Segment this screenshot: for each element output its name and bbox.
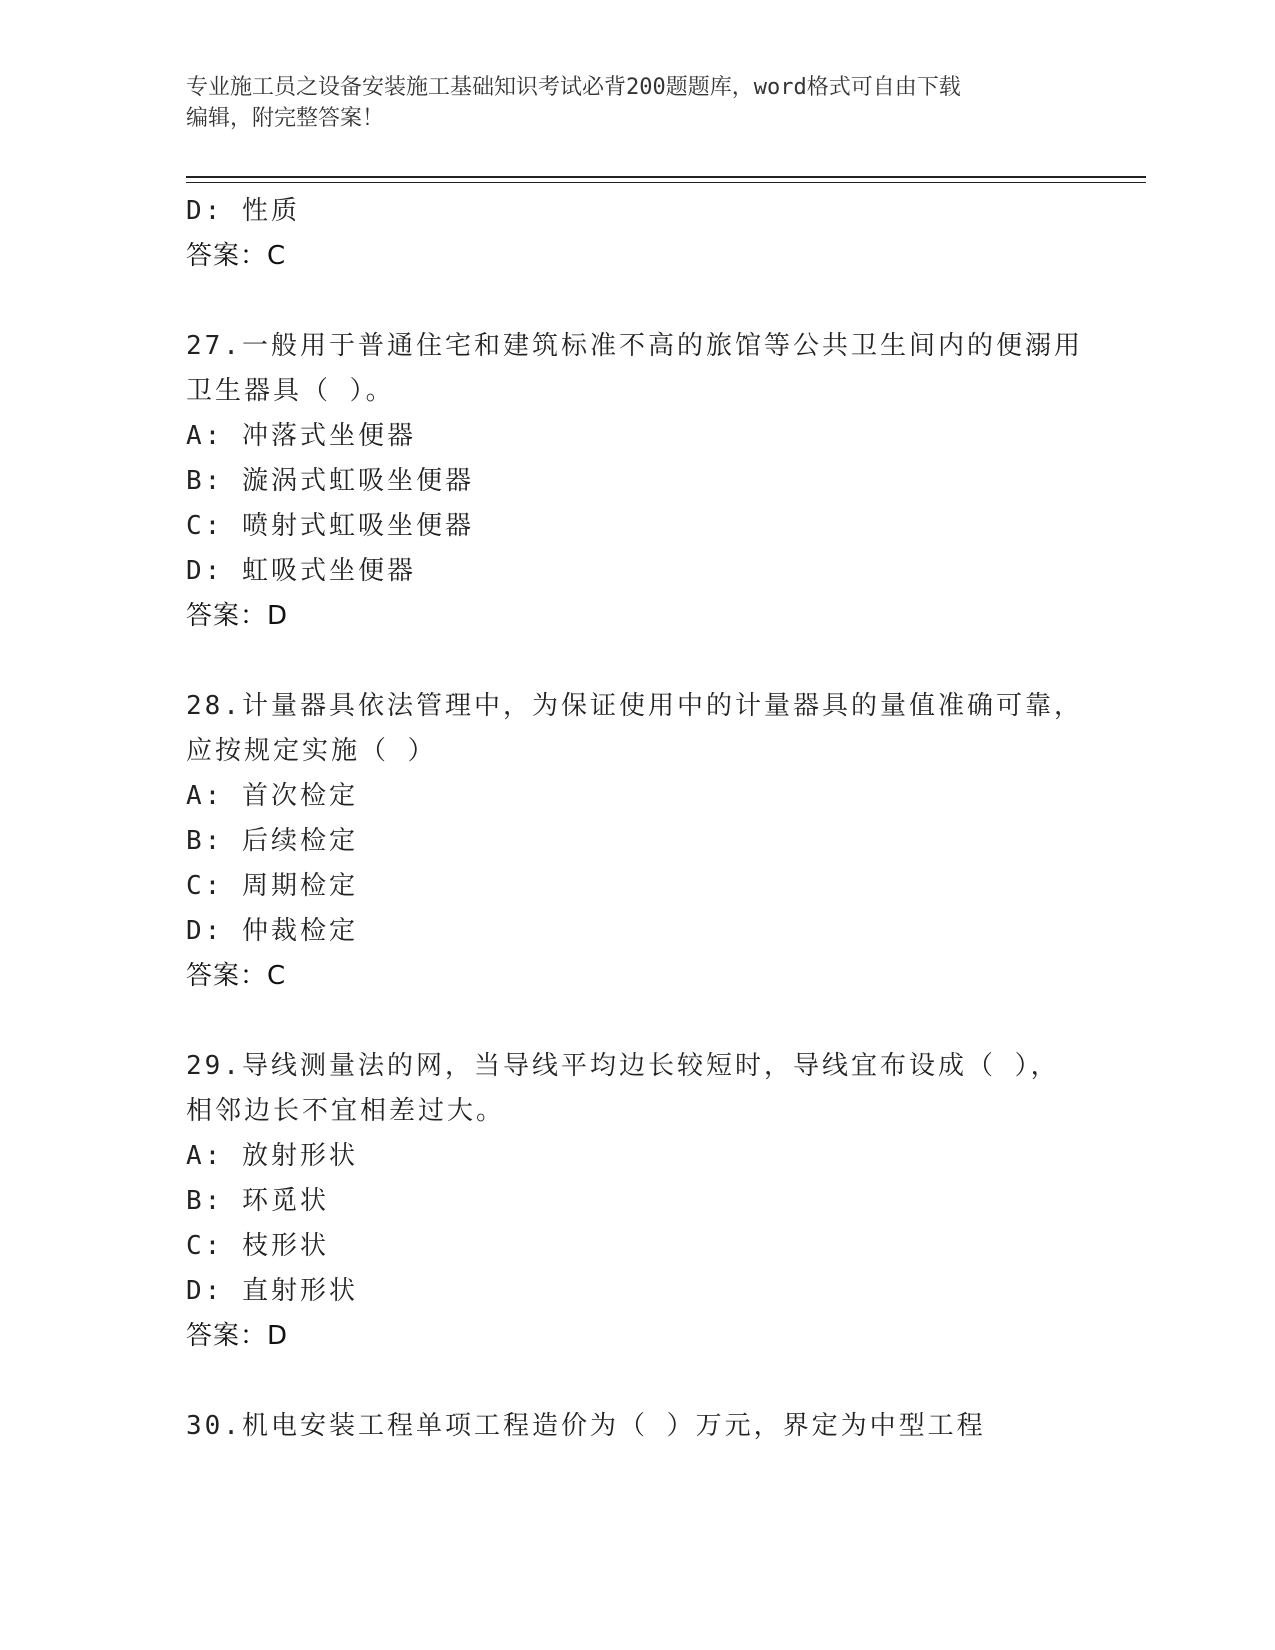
option-b: B: 环觅状 [186,1186,329,1216]
answer-line: 答案：D [186,1321,289,1351]
spacer [186,999,1086,1044]
option-d: D: 仲裁检定 [186,916,358,946]
spacer [186,639,1086,684]
previous-question-tail [186,189,1086,279]
question-stem-line-2: 应按规定实施（ ） [186,736,437,766]
question-30 [186,1404,1086,1449]
option-a: A: 冲落式坐便器 [186,421,416,451]
question-stem-line-1: 28.计量器具依法管理中，为保证使用中的计量器具的量值准确可靠， [186,691,1083,721]
option-a: A: 放射形状 [186,1141,358,1171]
spacer [186,1359,1086,1404]
option-d: D: 性质 [186,196,300,226]
question-content [186,189,1086,1449]
spacer [186,279,1086,324]
option-a: A: 首次检定 [186,781,358,811]
question-stem-line-1: 27.一般用于普通住宅和建筑标准不高的旅馆等公共卫生间内的便溺用 [186,331,1083,361]
answer-line: 答案：C [186,241,287,271]
option-c: C: 喷射式虹吸坐便器 [186,511,474,541]
question-stem-line-1: 30.机电安装工程单项工程造价为（ ）万元，界定为中型工程 [186,1411,986,1441]
option-b: B: 后续检定 [186,826,358,856]
question-28 [186,684,1086,999]
question-27 [186,324,1086,639]
answer-line: 答案：C [186,961,287,991]
option-c: C: 枝形状 [186,1231,329,1261]
option-c: C: 周期检定 [186,871,358,901]
question-stem-line-2: 卫生器具（ ）。 [186,376,395,406]
option-d: D: 直射形状 [186,1276,358,1306]
answer-line: 答案：D [186,601,289,631]
header-title-line-2: 编辑，附完整答案！ [186,106,385,131]
question-stem-line-2: 相邻边长不宜相差过大。 [186,1096,506,1126]
option-d: D: 虹吸式坐便器 [186,556,416,586]
header-divider-thin [186,182,1146,183]
question-29 [186,1044,1086,1359]
option-b: B: 漩涡式虹吸坐便器 [186,466,474,496]
question-stem-line-1: 29.导线测量法的网，当导线平均边长较短时，导线宜布设成（ ）， [186,1051,1060,1081]
document-header [186,72,1066,134]
header-title-line-1: 专业施工员之设备安装施工基础知识考试必背200题题库，word格式可自由下载 [186,75,961,100]
header-divider-thick [186,176,1146,178]
